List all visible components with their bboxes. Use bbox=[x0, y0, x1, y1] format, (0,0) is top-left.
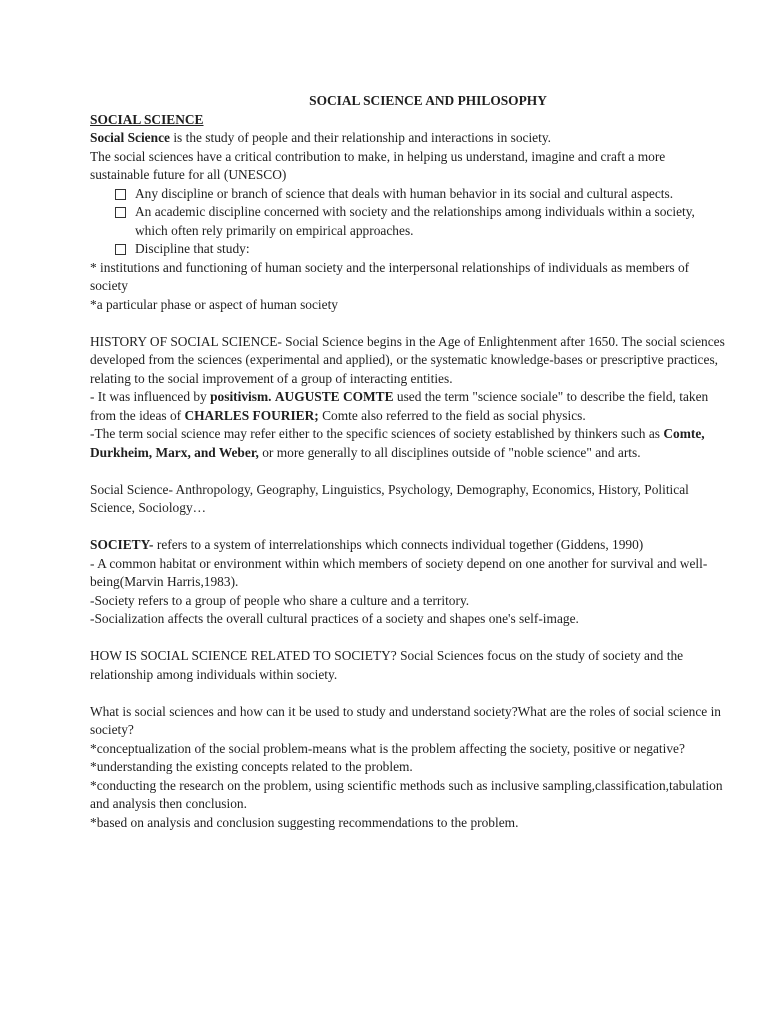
related-paragraph: HOW IS SOCIAL SCIENCE RELATED TO SOCIETY? Social Sciences focus on the study of society and the relationship among individuals within society. bbox=[90, 648, 684, 682]
bold-term: CHARLES FOURIER; bbox=[184, 407, 319, 423]
text-run: -The term social science may refer either to the specific sciences of society established by thinkers such as bbox=[90, 426, 664, 441]
role-item: *conceptualization of the social problem-means what is the problem affecting the society, positive or negative? bbox=[90, 740, 685, 756]
list-item bbox=[90, 240, 728, 259]
text-run: - It was influenced by bbox=[90, 389, 211, 404]
spacer bbox=[90, 462, 728, 481]
role-item: *understanding the existing concepts related to the problem. bbox=[90, 759, 413, 774]
term-paragraph bbox=[90, 425, 728, 462]
spacer bbox=[90, 684, 728, 703]
unesco-paragraph: The social sciences have a critical contribution to make, in helping us understand, imagine and craft a more sustainable future for all (UNESCO) bbox=[90, 148, 666, 182]
roles-question: What is social sciences and how can it be used to study and understand society?What are the roles of social science in society? bbox=[90, 703, 722, 737]
society-definition bbox=[90, 536, 728, 555]
society-line: -Society refers to a group of people who share a culture and a territory. bbox=[90, 592, 470, 608]
sub-point: * institutions and functioning of human society and the interpersonal relationships of individuals as members of society bbox=[90, 259, 690, 293]
list-item bbox=[90, 203, 728, 240]
bold-term: Comte, Durkheim, Marx, and Weber, bbox=[90, 426, 705, 460]
bold-term: positivism. bbox=[210, 389, 272, 404]
history-paragraph: HISTORY OF SOCIAL SCIENCE- Social Science begins in the Age of Enlightenment after 1650. The social sciences developed from the sciences (experimental and applied), or the systematic knowledge-bases or prescriptive practices, relating to the social improvement of a group of interacting entities. bbox=[90, 333, 725, 386]
society-line: - A common habitat or environment within which members of society depend on one another for survival and well-being(Marvin Harris,1983). bbox=[90, 555, 708, 589]
bold-term: SOCIETY- bbox=[90, 537, 154, 552]
list-item bbox=[90, 185, 728, 204]
role-item: *conducting the research on the problem, using scientific methods such as inclusive sampling,classification,tabulation and analysis then conclusion. bbox=[90, 777, 723, 811]
definition-term: Social Science bbox=[90, 130, 170, 145]
text-run: refers to a system of interrelationships which connects individual together (Giddens, 1990) bbox=[153, 537, 644, 552]
text-run: used the term "science sociale" to describe the field, taken from the ideas of bbox=[90, 389, 709, 423]
role-item: *based on analysis and conclusion suggesting recommendations to the problem. bbox=[90, 814, 519, 830]
sub-point: *a particular phase or aspect of human society bbox=[90, 296, 339, 312]
disciplines-list: Social Science- Anthropology, Geography, Linguistics, Psychology, Demography, Economics, History, Political Science, Sociology… bbox=[90, 481, 689, 515]
spacer bbox=[90, 629, 728, 648]
list-item-text: Any discipline or branch of science that deals with human behavior in its social and cultural aspects. bbox=[135, 185, 674, 201]
section-heading-social-science: SOCIAL SCIENCE bbox=[90, 111, 204, 127]
bold-term: AUGUSTE COMTE bbox=[274, 389, 394, 404]
document-title: SOCIAL SCIENCE AND PHILOSOPHY bbox=[309, 93, 547, 108]
checkbox-bullet-icon bbox=[115, 189, 126, 200]
society-line: -Socialization affects the overall cultural practices of a society and shapes one's self-image. bbox=[90, 611, 579, 626]
checkbox-bullet-icon bbox=[115, 244, 126, 255]
list-item-text: Discipline that study: bbox=[135, 241, 250, 256]
positivism-paragraph bbox=[90, 388, 728, 425]
spacer bbox=[90, 314, 728, 333]
list-item-text: An academic discipline concerned with society and the relationships among individuals within a society, which often rely primarily on empirical approaches. bbox=[135, 204, 695, 238]
definition-text: is the study of people and their relationship and interactions in society. bbox=[169, 130, 552, 145]
text-run: or more generally to all disciplines outside of "noble science" and arts. bbox=[258, 444, 641, 460]
text-run: Comte also referred to the field as social physics. bbox=[318, 407, 586, 423]
checkbox-bullet-icon bbox=[115, 207, 126, 218]
definition-paragraph bbox=[90, 129, 728, 148]
spacer bbox=[90, 518, 728, 537]
